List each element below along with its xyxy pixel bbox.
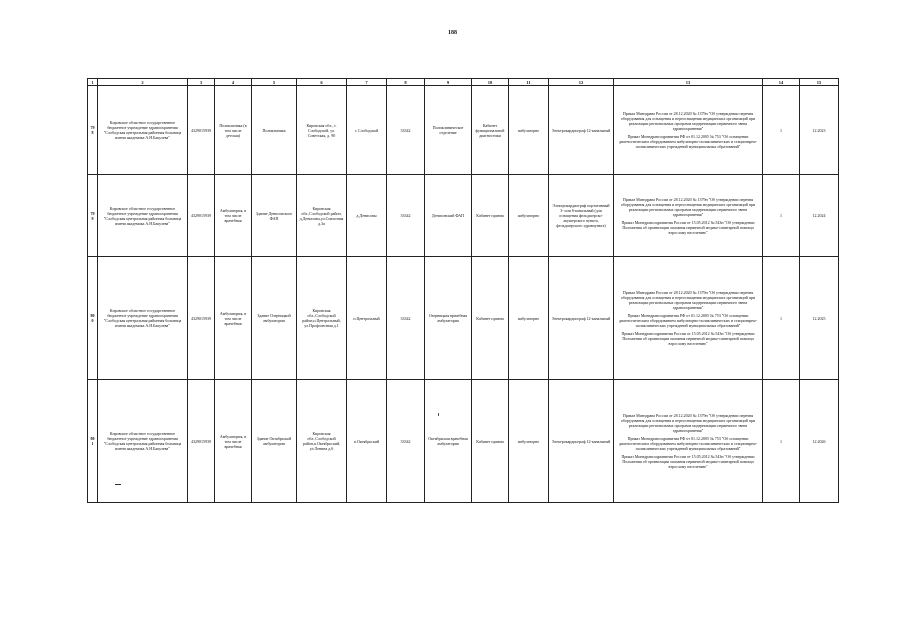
column-number: 12 xyxy=(549,79,614,86)
department: Поликлиническое отделение xyxy=(425,86,472,175)
column-number: 3 xyxy=(188,79,215,86)
column-number: 15 xyxy=(800,79,839,86)
row-number: 798 xyxy=(88,86,98,175)
oktmo-code: 33342 xyxy=(387,175,425,257)
room: Кабинет приема xyxy=(472,380,509,503)
delivery-date: 12.2024 xyxy=(800,175,839,257)
structural-unit: Здание Октябрьской амбулатории xyxy=(252,380,297,503)
structural-unit: Здание Денисовского ФАП xyxy=(252,175,297,257)
row-number: 801 xyxy=(88,380,98,503)
organization-name: Кировское областное государственное бюджетное учреждение здравоохранения "Слободская центральная районная больница имени академика А.Н.Бакулева" xyxy=(98,175,188,257)
stray-tick-mark xyxy=(438,413,439,416)
equipment-name: Электрокардиограф 12-канальный xyxy=(549,86,614,175)
regulatory-document: Приказ Минздрава России от 28.12.2020 № 1379н "Об утверждении перечня оборудования для оснащения и переоснащения медицинских организаций при реализации региональных программ модернизации первичного звена здравоохранения" xyxy=(620,111,756,131)
locality: п.Октябрьский xyxy=(347,380,387,503)
column-number: 11 xyxy=(509,79,549,86)
locality: г. Слободской xyxy=(347,86,387,175)
care-form: амбулаторно xyxy=(509,257,549,380)
delivery-date: 12.2023 xyxy=(800,86,839,175)
regulatory-documents xyxy=(614,380,763,503)
regulatory-document: Приказ Минздрава России от 28.12.2020 № 1379н "Об утверждении перечня оборудования для оснащения и переоснащения медицинских организаций при реализации региональных программ модернизации первичного звена здравоохранения" xyxy=(620,196,756,217)
table-row xyxy=(88,86,839,175)
equipment-name: Электрокардиограф 12-канальный xyxy=(549,257,614,380)
structural-unit: Здание Озерницкой амбулатории xyxy=(252,257,297,380)
care-form: амбулаторно xyxy=(509,175,549,257)
organization-name: Кировское областное государственное бюджетное учреждение здравоохранения "Слободская центральная районная больница имени академика А.Н.Бакулева" xyxy=(98,380,188,503)
inn: 4329015939 xyxy=(188,175,215,257)
regulatory-document: Приказ Минздравсоцразвития РФ от 01.12.2005 № 753 "Об оснащении диагностическим оборудованием амбулаторно-поликлинических и стационарно-поликлинических учреждений муниципальных образований" xyxy=(618,313,758,328)
regulatory-document: Приказ Минздрава России от 28.12.2020 № 1379н "Об утверждении перечня оборудования для оснащения и переоснащения медицинских организаций при реализации региональных программ модернизации первичного звена здравоохранения" xyxy=(620,413,756,433)
facility-type: Амбулатория, в том числе врачебная xyxy=(215,257,252,380)
page-number: 188 xyxy=(448,30,457,36)
quantity: 1 xyxy=(763,257,800,380)
delivery-date: 12.2026 xyxy=(800,380,839,503)
column-number: 10 xyxy=(472,79,509,86)
address: Кировская обл.,Слободской район,п.Центральный, ул.Профсоюзная д.1 xyxy=(297,257,347,380)
facility-type: Амбулатория, в том числе врачебная xyxy=(215,380,252,503)
oktmo-code: 33342 xyxy=(387,380,425,503)
row-number: 800 xyxy=(88,257,98,380)
facility-type: Амбулатория, в том числе врачебная xyxy=(215,175,252,257)
address: Кировская обл.,Слободской район, д.Денисовы,ул.Совхозная д.3а xyxy=(297,175,347,257)
regulatory-documents xyxy=(614,175,763,257)
regulatory-document: Приказ Минздравсоцразвития РФ от 01.12.2005 № 753 "Об оснащении диагностическим оборудованием амбулаторно-поликлинических и стационарно-поликлинических учреждений муниципальных образований" xyxy=(618,134,758,149)
facility-type: Поликлиника (в том числе детская) xyxy=(215,86,252,175)
room: Кабинет приема xyxy=(472,257,509,380)
inn: 4329015939 xyxy=(188,257,215,380)
inn: 4329015939 xyxy=(188,380,215,503)
address: Кировская обл., г. Слободской, ул. Советская, д. 90 xyxy=(297,86,347,175)
regulatory-document: Приказ Минздравсоцразвития России от 15.05.2012 № 543н "Об утверждении Положения об организации оказания первичной медико-санитарной помощи взрослому населению" xyxy=(621,454,755,469)
column-number: 5 xyxy=(252,79,297,86)
column-number: 4 xyxy=(215,79,252,86)
quantity: 1 xyxy=(763,175,800,257)
regulatory-document: Приказ Минздравсоцразвития России от 15.05.2012 № 543н "Об утверждении Положения об организации оказания первичной медико-санитарной помощи взрослому населению" xyxy=(621,219,755,235)
inn: 4329015939 xyxy=(188,86,215,175)
table-row xyxy=(88,380,839,503)
row-number: 799 xyxy=(88,175,98,257)
department: Озерницкая врачебная амбулатория xyxy=(425,257,472,380)
column-number: 8 xyxy=(387,79,425,86)
column-number: 6 xyxy=(297,79,347,86)
delivery-date: 12.2025 xyxy=(800,257,839,380)
stray-dash-mark xyxy=(115,484,121,485)
column-number: 1 xyxy=(88,79,98,86)
equipment-name: Электрокардиограф портативный 3- или 6-канальный (для оснащения фельдшерско-акушерского пункта, фельдшерского здравпункта) xyxy=(549,175,614,257)
organization-name: Кировское областное государственное бюджетное учреждение здравоохранения "Слободская центральная районная больница имени академика А.Н.Бакулева" xyxy=(98,86,188,175)
regulatory-document: Приказ Минздрава России от 28.12.2020 № 1379н "Об утверждении перечня оборудования для оснащения и переоснащения медицинских организаций при реализации региональных программ модернизации первичного звена здравоохранения" xyxy=(620,290,756,310)
equipment-name: Электрокардиограф 12-канальный xyxy=(549,380,614,503)
quantity: 1 xyxy=(763,86,800,175)
organization-name: Кировское областное государственное бюджетное учреждение здравоохранения "Слободская центральная районная больница имени академика А.Н.Бакулева" xyxy=(98,257,188,380)
care-form: амбулаторно xyxy=(509,380,549,503)
room: Кабинет функциональной диагностики xyxy=(472,86,509,175)
column-number: 2 xyxy=(98,79,188,86)
regulatory-document: Приказ Минздравсоцразвития РФ от 01.12.2005 № 753 "Об оснащении диагностическим оборудованием амбулаторно-поликлинических и стационарно-поликлинических учреждений муниципальных образований" xyxy=(618,436,758,451)
column-number: 7 xyxy=(347,79,387,86)
regulatory-document: Приказ Минздравсоцразвития России от 15.05.2012 № 543н "Об утверждении Положения об организации оказания первичной медико-санитарной помощи взрослому населению" xyxy=(621,331,755,346)
regulatory-documents xyxy=(614,86,763,175)
column-number: 14 xyxy=(763,79,800,86)
table-row xyxy=(88,175,839,257)
equipment-registry-table xyxy=(87,78,839,503)
column-number: 13 xyxy=(614,79,763,86)
care-form: амбулаторно xyxy=(509,86,549,175)
regulatory-documents xyxy=(614,257,763,380)
quantity: 1 xyxy=(763,380,800,503)
department: Денисовский ФАП xyxy=(425,175,472,257)
structural-unit: Поликлиника xyxy=(252,86,297,175)
room: Кабинет приема xyxy=(472,175,509,257)
table-row xyxy=(88,257,839,380)
department: Октябрьская врачебная амбулатория xyxy=(425,380,472,503)
oktmo-code: 33342 xyxy=(387,86,425,175)
oktmo-code: 33342 xyxy=(387,257,425,380)
address: Кировская обл.,Слободской район,п.Октябрьский, ул.Ленина д.6 xyxy=(297,380,347,503)
locality: д.Денисовы xyxy=(347,175,387,257)
column-number-header-row xyxy=(88,79,839,86)
column-number: 9 xyxy=(425,79,472,86)
locality: п.Центральный xyxy=(347,257,387,380)
